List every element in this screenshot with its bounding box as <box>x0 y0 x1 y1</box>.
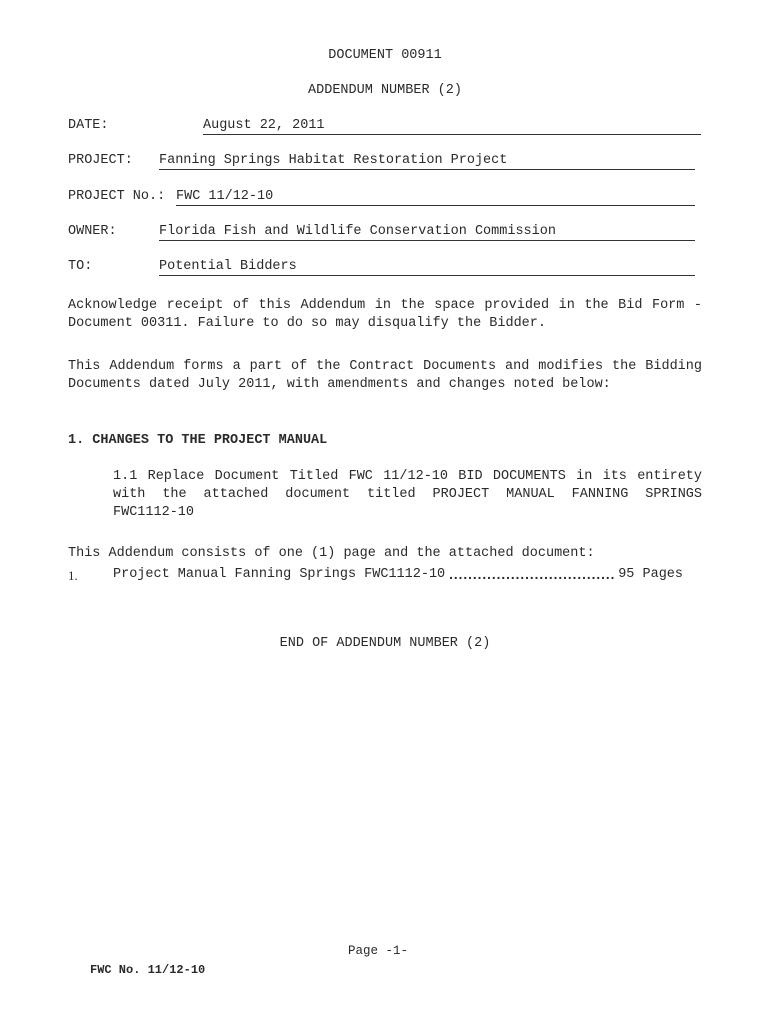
forms-part-paragraph: This Addendum forms a part of the Contract Documents and modifies the Bidding Documents dated July 2011, with amendments and changes noted below: <box>68 359 702 392</box>
date-label: DATE: <box>68 118 109 133</box>
date-field: August 22, 2011 <box>203 118 701 135</box>
end-of-addendum: END OF ADDENDUM NUMBER (2) <box>279 636 491 651</box>
attachment-pages: 95 Pages <box>618 567 683 582</box>
item-1-1: 1.1 Replace Document Titled FWC 11/12-10 BID DOCUMENTS in its entirety with the attached document titled PROJECT MANUAL FANNING SPRINGS FWC1112-10 <box>113 469 702 520</box>
page-number: Page -1- <box>348 944 409 958</box>
addendum-title: ADDENDUM NUMBER (2) <box>308 83 462 98</box>
consists-of-paragraph: This Addendum consists of one (1) page and the attached document: <box>68 546 595 561</box>
attachment-number: 1. <box>68 568 78 583</box>
to-label: TO: <box>68 259 93 274</box>
project-field: Fanning Springs Habitat Restoration Project <box>159 153 695 170</box>
dot-leader <box>449 567 614 582</box>
to-field: Potential Bidders <box>159 259 695 276</box>
section-heading: 1. CHANGES TO THE PROJECT MANUAL <box>68 433 328 448</box>
owner-field: Florida Fish and Wildlife Conservation Commission <box>159 224 695 241</box>
project-label: PROJECT: <box>68 153 133 168</box>
attachment-row <box>113 567 683 582</box>
project-no-field: FWC 11/12-10 <box>176 189 695 206</box>
footer-fwc-number: FWC No. 11/12-10 <box>90 963 206 977</box>
attachment-title: Project Manual Fanning Springs FWC1112-10 <box>113 567 446 582</box>
acknowledge-paragraph: Acknowledge receipt of this Addendum in the space provided in the Bid Form - Document 00311. Failure to do so may disqualify the Bidder. <box>68 298 702 331</box>
project-no-label: PROJECT No.: <box>68 189 166 204</box>
owner-label: OWNER: <box>68 224 117 239</box>
document-number: DOCUMENT 00911 <box>328 48 442 63</box>
